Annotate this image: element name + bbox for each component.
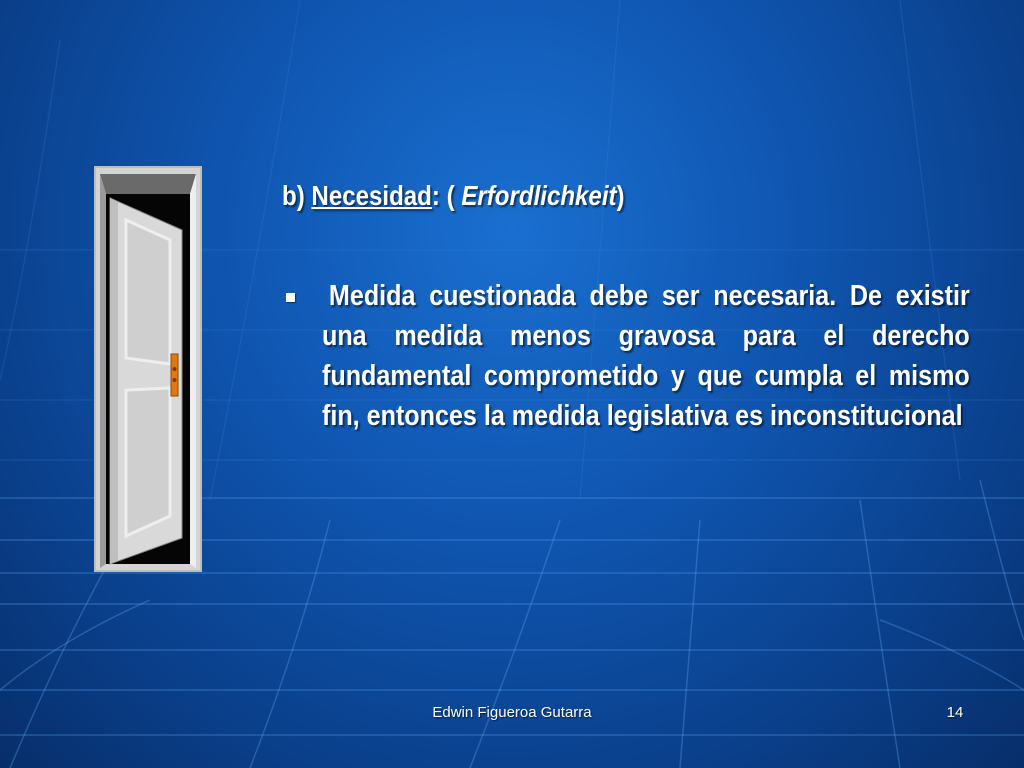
open-door-icon: [94, 166, 202, 572]
footer-author: Edwin Figueroa Gutarra: [432, 704, 592, 721]
bullet-square-icon: [286, 293, 295, 302]
heading-prefix: b): [282, 180, 312, 211]
bullet-text: Medida cuestionada debe ser necesaria. De existir una medida menos gravosa para el derecho fundamental comprometido y que cumpla el mismo fin, entonces la medida legislativa es inconstitucional: [322, 280, 970, 432]
heading-colon: : (: [431, 180, 462, 211]
heading-close: ): [616, 180, 625, 211]
heading-term: Necesidad: [311, 180, 432, 211]
heading-german-term: Erfordlichkeit: [461, 180, 617, 211]
slide-heading: [282, 178, 884, 214]
slide-number: 14: [946, 704, 964, 721]
